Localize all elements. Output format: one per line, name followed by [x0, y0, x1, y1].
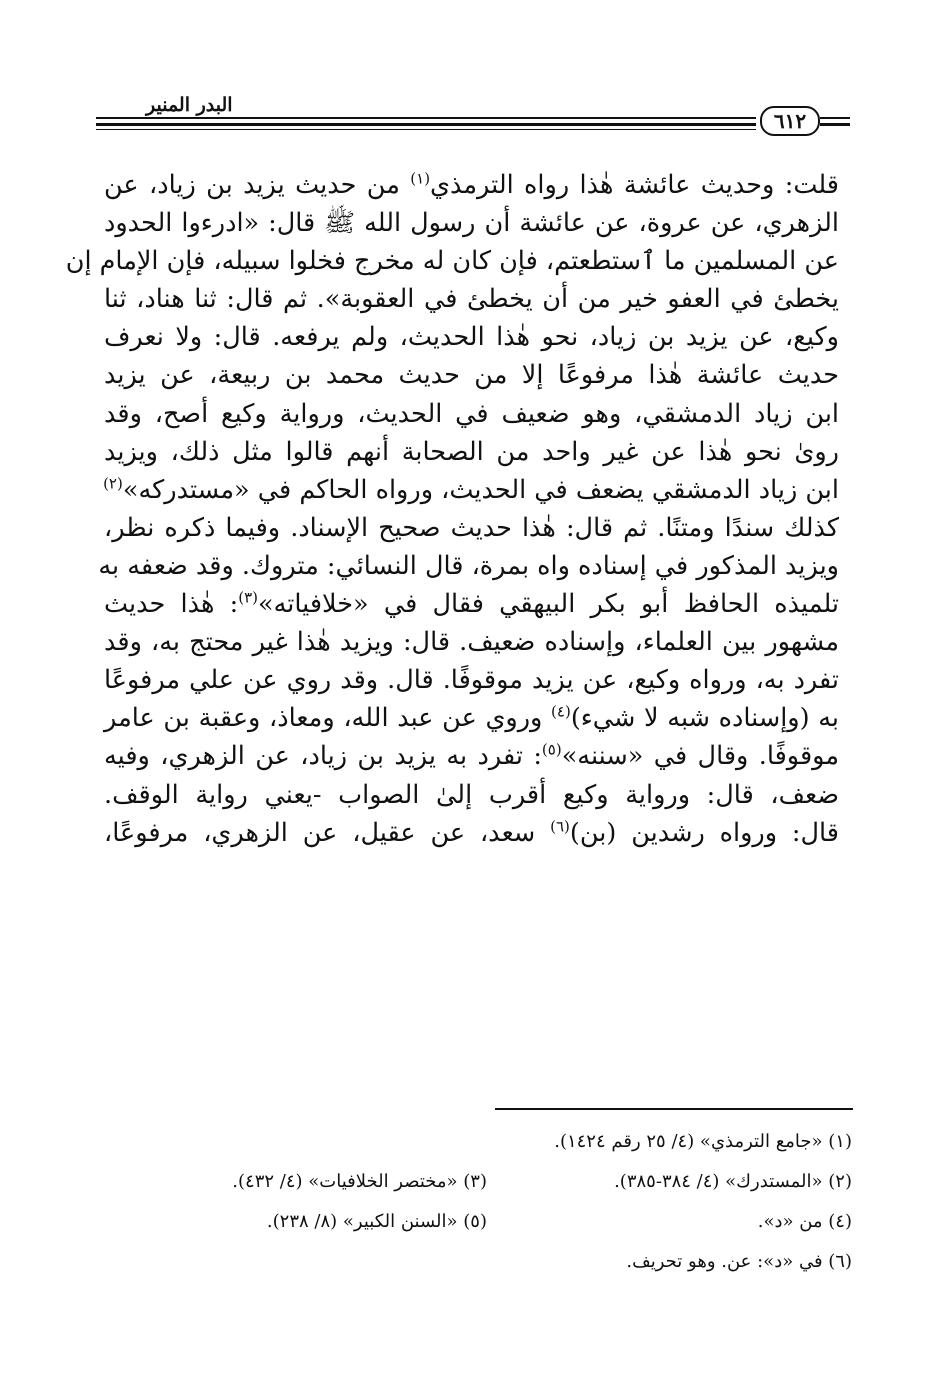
text-segment: قلت: وحديث عائشة هٰذا رواه الترمذي — [430, 170, 839, 200]
footnote-ref[interactable]: (٤) — [551, 702, 571, 721]
footnote-1: (١) «جامع الترمذي» (٤/ ٢٥ رقم ١٤٢٤). — [554, 1131, 852, 1152]
footnote-ref[interactable]: (٥) — [541, 740, 562, 759]
text-segment: ابن زياد الدمشقي يضعف في الحديث، ورواه الحاكم في «مستدركه» — [122, 474, 839, 505]
header-rule — [96, 129, 756, 130]
text-line: وكيع، عن يزيد بن زياد، نحو هٰذا الحديث، ولم يرفعه. قال: ولا نعرف — [104, 322, 839, 353]
text-line: ضعف، قال: ورواية وكيع أقرب إلىٰ الصواب -يعني رواية الوقف. — [104, 779, 839, 810]
header-rule — [96, 123, 756, 126]
page-number: ٦١٢ — [760, 106, 820, 136]
footnote-2: (٢) «المستدرك» (٤/ ٣٨٤-٣٨٥). — [614, 1171, 852, 1192]
footnotes — [160, 1122, 852, 1282]
footnote-5: (٥) «السنن الكبير» (٨/ ٢٣٨). — [266, 1211, 487, 1232]
footnote-ref[interactable]: (٢) — [103, 474, 123, 493]
text-line — [104, 699, 839, 737]
text-line: عن المسلمين ما ٱستطعتم، فإن كان له مخرج فخلوا سبيله، فإن الإمام إن — [65, 246, 839, 277]
main-text — [65, 166, 840, 852]
footnote-ref[interactable]: (١) — [410, 169, 431, 188]
footnote-4: (٤) من «د». — [757, 1211, 852, 1232]
text-segment: تلميذه الحافظ أبو بكر البيهقي فقال في «خلافياته» — [258, 589, 839, 620]
text-line: ابن زياد الدمشقي، وهو ضعيف في الحديث، ورواية وكيع أصح، وقد — [104, 398, 839, 429]
text-line: ويزيد المذكور في إسناده واه بمرة، قال النسائي: متروك. وقد ضعفه به — [98, 550, 839, 581]
text-line: يخطئ في العفو خير من أن يخطئ في العقوبة». ثم قال: ثنا هناد، ثنا — [104, 284, 839, 315]
header-rule — [820, 117, 850, 119]
text-line — [104, 166, 839, 204]
text-line — [104, 471, 839, 509]
footnote-row — [160, 1122, 852, 1162]
text-segment: وروي عن عبد الله، ومعاذ، وعقبة بن عامر — [104, 703, 552, 734]
page-header — [96, 96, 850, 136]
footnote-row — [160, 1242, 852, 1282]
footnote-ref[interactable]: (٦) — [550, 817, 570, 836]
text-segment: سعد، عن عقيل، عن الزهري، مرفوعًا، — [104, 817, 551, 848]
footnote-ref[interactable]: (٣) — [238, 588, 259, 607]
footnote-3: (٣) «مختصر الخلافيات» (٤/ ٤٣٢). — [232, 1171, 487, 1192]
footnote-separator — [495, 1108, 853, 1110]
text-segment: : تفرد به يزيد بن زياد، عن الزهري، وفيه — [104, 741, 542, 772]
text-line: تفرد به، ورواه وكيع، عن يزيد موقوفًا. قال. وقد روي عن علي مرفوعًا — [104, 665, 839, 696]
text-line: مشهور بين العلماء، وإسناده ضعيف. قال: ويزيد هٰذا غير محتج به، وقد — [104, 627, 839, 658]
text-segment: : هٰذا حديث — [104, 589, 239, 620]
footnote-row — [160, 1202, 852, 1242]
text-line: كذلك سندًا ومتنًا. ثم قال: هٰذا حديث صحيح الإسناد. وفيما ذكره نظر، — [104, 512, 839, 543]
text-segment: من حديث يزيد بن زياد، عن — [104, 170, 411, 200]
footnote-row — [160, 1162, 852, 1202]
footnote-6: (٦) في «د»: عن. وهو تحريف. — [626, 1251, 852, 1272]
text-line — [104, 814, 839, 852]
text-line: رویٰ نحو هٰذا عن غير واحد من الصحابة أنهم قالوا مثل ذلك، ويزيد — [104, 436, 839, 467]
text-segment: موقوفًا. وقال في «سننه» — [561, 741, 839, 772]
text-line — [104, 737, 839, 775]
header-rule — [820, 123, 850, 126]
text-line: الزهري، عن عروة، عن عائشة أن رسول الله ﷺ قال: «ادرءوا الحدود — [104, 208, 839, 239]
running-title: البدر المنير — [146, 94, 233, 116]
text-segment: قال: ورواه رشدين (بن) — [569, 817, 839, 848]
text-line — [104, 585, 839, 623]
header-rule — [96, 117, 756, 119]
text-segment: به (وإسناده شبه لا شيء) — [570, 703, 840, 734]
text-line: حديث عائشة هٰذا مرفوعًا إلا من حديث محمد بن ربيعة، عن يزيد — [104, 360, 839, 391]
